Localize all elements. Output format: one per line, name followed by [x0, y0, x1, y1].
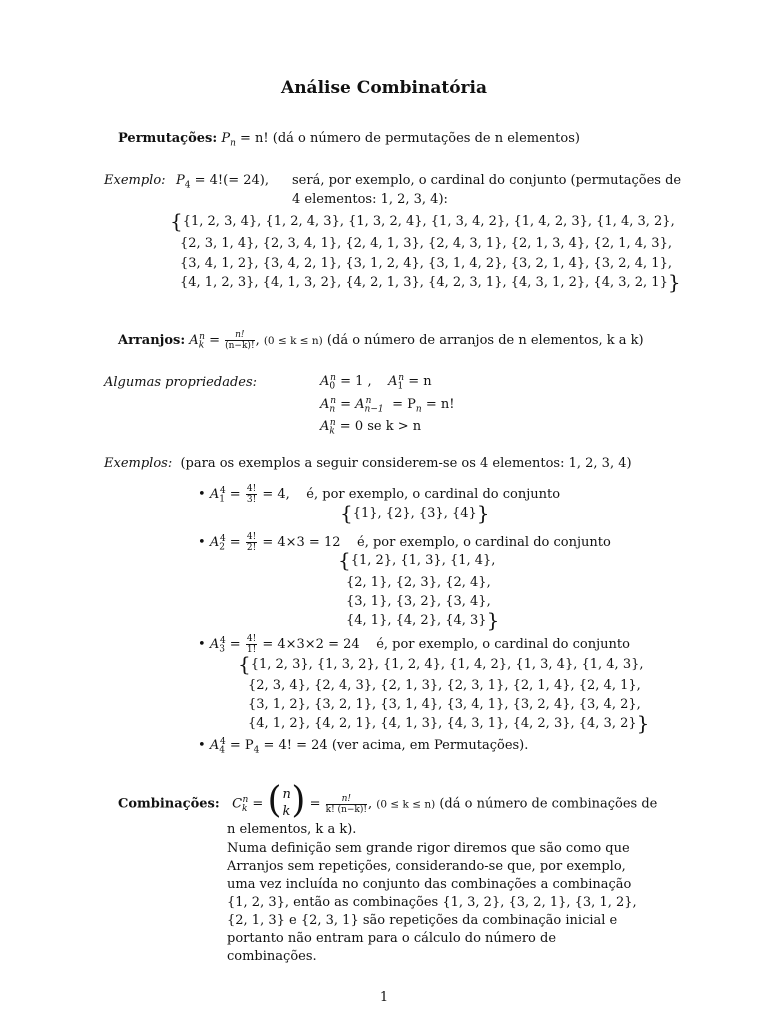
arrangements-definition: Arranjos: $A_k^n$ = $\frac{n!}{(n-k)!}$ , (0 ≤ k ≤ n) (dá o número de arranjos de n elementos, k a k)	[118, 330, 644, 351]
example-a42: • $A_2^4$ = $\frac{4!}{2!}$ = 4×3 = 12 é, por exemplo, o cardinal do conjunto	[198, 532, 611, 553]
permutations-heading: Permutações:	[118, 131, 218, 146]
page-number: 1	[379, 990, 389, 1005]
example-a44: • $A_4^4 = P_4 = 4$! = 24 (ver acima, em Permutações).	[198, 736, 529, 756]
example-a43: • $A_3^4$ = $\frac{4!}{1!}$ = 4×3×2 = 24 é, por exemplo, o cardinal do conjunto	[198, 634, 630, 655]
example-label: Exemplo:	[104, 173, 166, 188]
example-a42-set-2: {2, 1}, {2, 3}, {2, 4},	[346, 575, 491, 590]
perm-set-line-4: {4, 1, 2, 3}, {4, 1, 3, 2}, {4, 2, 1, 3}, {4, 2, 3, 1}, {4, 3, 1, 2}, {4, 3, 2, 1}}	[180, 270, 681, 294]
example-a43-set-1: {{1, 2, 3}, {1, 3, 2}, {1, 2, 4}, {1, 4, 2}, {1, 3, 4}, {1, 4, 3},	[238, 652, 644, 676]
combinations-heading: Combinações:	[118, 796, 220, 812]
combinations-line-2: n elementos, k a k).	[227, 822, 357, 837]
permutations-definition: Permutações: $P_n = n$! (dá o número de permutações de n elementos)	[118, 131, 580, 149]
example-a42-set-4: {4, 1}, {4, 2}, {4, 3}}	[346, 608, 500, 632]
page-title: Análise Combinatória	[281, 78, 487, 98]
example-a43-set-4: {4, 1, 2}, {4, 2, 1}, {4, 1, 3}, {4, 3, 1}, {4, 2, 3}, {4, 3, 2}}	[248, 711, 650, 735]
examples-intro: Exemplos: (para os exemplos a seguir considerem-se os 4 elementos: 1, 2, 3, 4)	[104, 456, 632, 471]
perm-set-line-3: {3, 4, 1, 2}, {3, 4, 2, 1}, {3, 1, 2, 4}, {3, 1, 4, 2}, {3, 2, 1, 4}, {3, 2, 4, 1},	[180, 256, 672, 271]
perm-example-formula: $P_4 = 4!(= 24)$,	[176, 173, 269, 191]
example-a43-set-2: {2, 3, 4}, {2, 4, 3}, {2, 1, 3}, {2, 3, 1}, {2, 1, 4}, {2, 4, 1},	[248, 678, 641, 693]
example-a41: • $A_1^4$ = $\frac{4!}{3!}$ = 4, é, por exemplo, o cardinal do conjunto	[198, 484, 561, 505]
perm-example-text: será, por exemplo, o cardinal do conjunto (permutações de	[292, 173, 682, 188]
example-a41-set: {{1}, {2}, {3}, {4}}	[340, 501, 490, 525]
combinations-paragraph: Numa definição sem grande rigor diremos que são como que Arranjos sem repetições, considerando-se que, por exemplo, uma vez incluída no conjunto das combinações a combinação {1, 2, 3}, então as combinações {1, 3, 2}, {3, 2, 1}, {3, 1, 2}, {2, 1, 3} e {2, 3, 1} são repetições da combinação inicial e portanto não entram para o cálculo do número de combinações.	[227, 841, 637, 964]
perm-set-line-2: {2, 3, 1, 4}, {2, 3, 4, 1}, {2, 4, 1, 3}, {2, 4, 3, 1}, {2, 1, 3, 4}, {2, 1, 4, 3},	[180, 236, 672, 251]
property-3: $A_k^n = 0$ se k > n	[320, 417, 422, 437]
perm-example-text-2: 4 elementos: 1, 2, 3, 4):	[292, 192, 448, 207]
example-a42-set-1: {{1, 2}, {1, 3}, {1, 4},	[338, 548, 496, 572]
binomial-coefficient: ( n k )	[267, 780, 306, 821]
properties-label: Algumas propriedades:	[104, 375, 258, 390]
example-a43-set-3: {3, 1, 2}, {3, 2, 1}, {3, 1, 4}, {3, 4, 1}, {3, 2, 4}, {3, 4, 2},	[248, 697, 641, 712]
arrangements-heading: Arranjos:	[118, 333, 186, 348]
perm-set-line-1: {{1, 2, 3, 4}, {1, 2, 4, 3}, {1, 3, 2, 4}, {1, 3, 4, 2}, {1, 4, 2, 3}, {1, 4, 3, 2},	[170, 209, 675, 233]
example-a42-set-3: {3, 1}, {3, 2}, {3, 4},	[346, 594, 491, 609]
property-1: $A_0^n = 1$ , $A_1^n = n$	[320, 372, 432, 392]
property-2: $A_n^n = A_{n-1}^n$ = $P_n = n$!	[320, 395, 455, 415]
combinations-definition: Combinações: $C_k^n$ = ( n k ) = $\frac{n!}{k! (n-k)!}$ , (0 ≤ k ≤ n) (dá o número de combinações de	[118, 780, 658, 821]
